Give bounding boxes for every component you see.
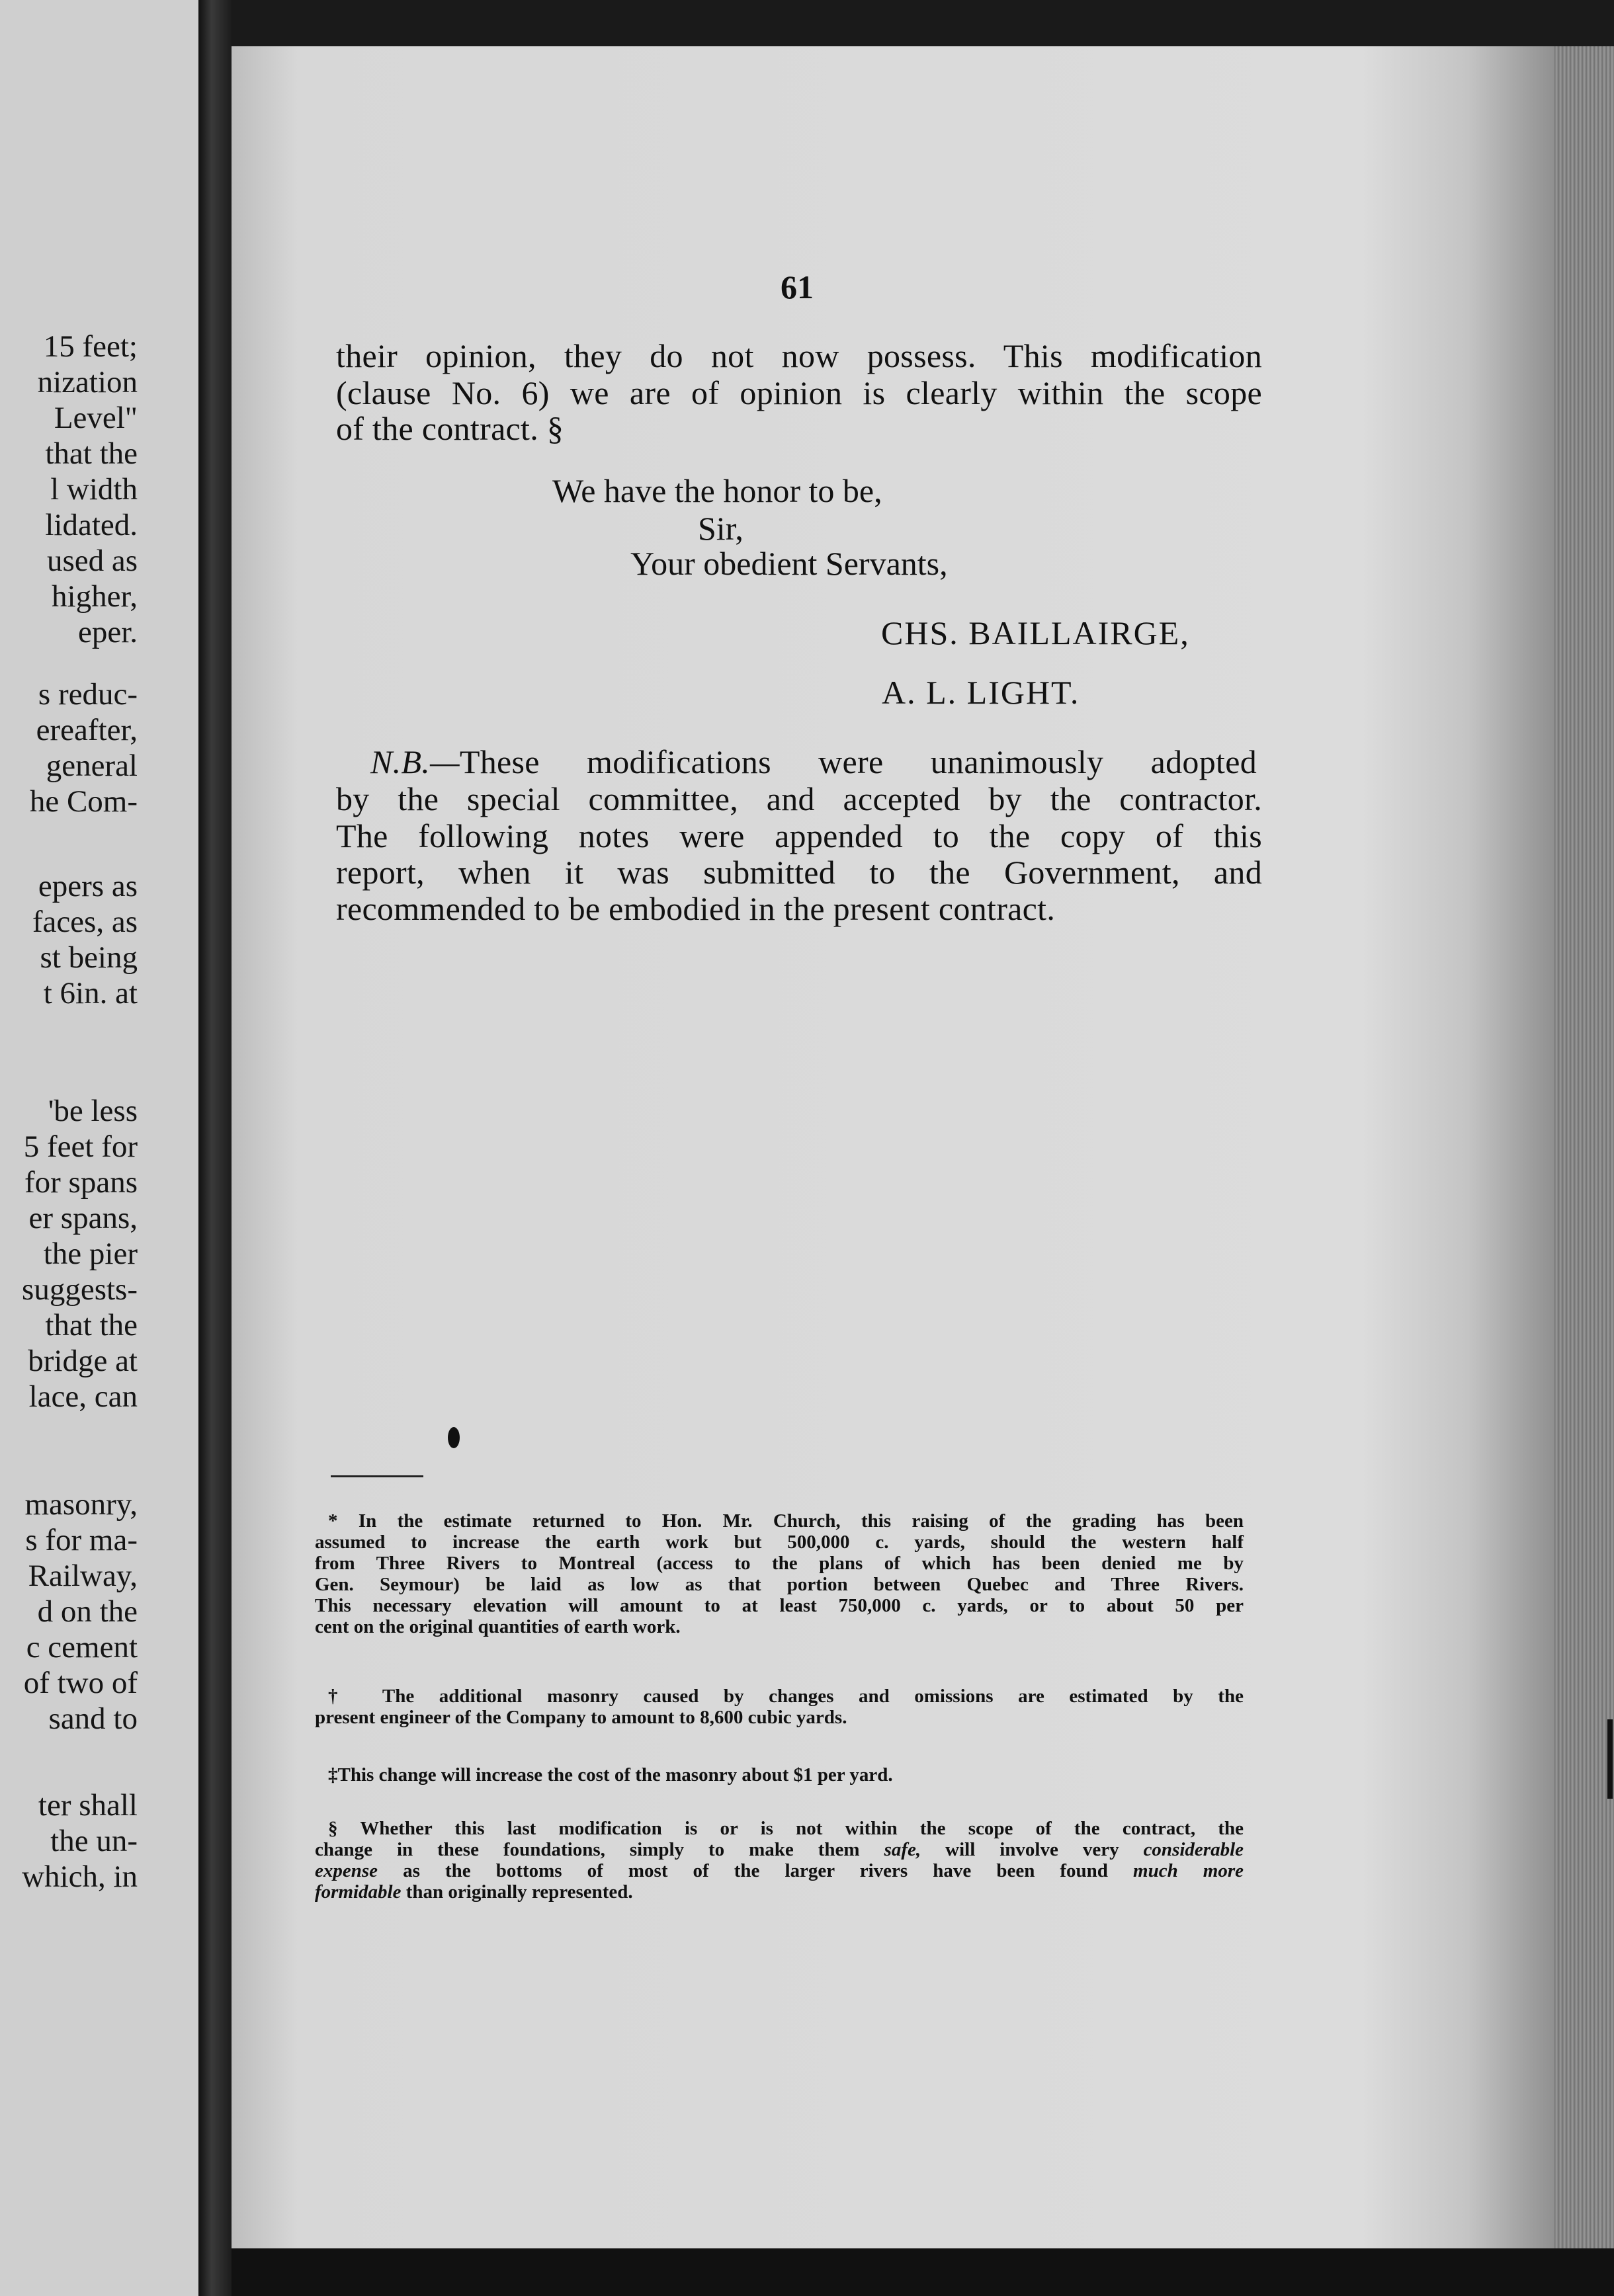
body-text-line: of the contract. § [336,410,564,447]
left-page-line: used as [46,544,138,578]
footnote-section-italic: formidable [315,1881,402,1903]
footnote-section-line: § Whether this last modification is or is not within the scope of the contract, the [328,1818,1244,1839]
left-page-line: masonry, [24,1487,138,1522]
left-page-line: s for ma- [25,1523,138,1557]
left-page-line: the un- [50,1824,138,1858]
footnote-dagger-line: † The additional masonry caused by changes and omissions are estimated by the [328,1686,1244,1707]
footnote-section-italic: expense [315,1860,378,1881]
left-page-line: faces, as [32,905,138,939]
footnote-section-text: will involve very [921,1839,1119,1860]
footnote-star-line: This necessary elevation will amount to at least 750,000 c. yards, or to about 50 per [315,1595,1244,1616]
left-page-line: lace, can [28,1379,138,1414]
footnote-section-line [315,1882,1244,1903]
nb-line: by the special committee, and accepted by the contractor. [336,780,1262,817]
left-page-line: epers as [38,869,138,903]
footnote-section-line [315,1840,1244,1860]
closing-servants: Your obedient Servants, [630,545,948,582]
footnote-rule [331,1475,423,1477]
left-page-line: that the [45,1308,138,1342]
footnote-section-text: than originally represented. [401,1881,633,1903]
left-page-line: 15 feet; [43,329,138,364]
footnote-double-dagger: ‡This change will increase the cost of the masonry about $1 per yard. [328,1764,893,1785]
footnote-section-italic: safe, [884,1839,921,1860]
left-page-line: of two of [23,1666,138,1700]
footnote-section-text: as the bottoms of most of the larger rivers have been found [378,1860,1108,1881]
nb-line: recommended to be embodied in the present contract. [336,890,1056,927]
left-page-line: s reduc- [38,677,138,712]
body-text-line: their opinion, they do not now possess. This modification [336,337,1262,374]
left-page-line: st being [40,940,138,975]
left-page-line: lidated. [45,508,138,542]
footnote-section-italic: much more [1133,1860,1244,1881]
footnote-dagger-line: present engineer of the Company to amount to 8,600 cubic yards. [315,1707,847,1728]
left-page-line: the pier [43,1237,138,1271]
left-page-line: l width [50,472,138,507]
scan-border [232,2248,1614,2296]
footnote-section-line [315,1861,1244,1881]
body-text-line: (clause No. 6) we are of opinion is clearly within the scope [336,374,1262,411]
left-page-line: Level" [54,401,138,435]
left-page-line: er spans, [28,1201,138,1235]
left-page-line: bridge at [28,1344,138,1378]
signer-baillairge: CHS. BAILLAIRGE, [881,614,1190,651]
left-page-line: for spans [24,1165,138,1200]
page-number: 61 [781,268,814,306]
left-page-line: ter shall [38,1788,138,1823]
footnote-star-line: assumed to increase the earth work but 500,000 c. yards, should the western half [315,1532,1244,1553]
footnote-section-text: change in these foundations, simply to make them [315,1839,860,1860]
left-page-line: general [46,749,138,783]
footnote-star-line: cent on the original quantities of earth work. [315,1616,681,1637]
signer-light: A. L. LIGHT. [882,674,1080,711]
left-page-line: nization [37,365,138,399]
left-page-line: c cement [26,1630,138,1664]
ink-blot [448,1427,460,1448]
left-facing-page [0,0,198,2296]
nb-label: N.B.— [370,743,460,780]
footnote-star-line: * In the estimate returned to Hon. Mr. Church, this raising of the grading has been [328,1510,1244,1532]
left-page-line: 5 feet for [23,1129,138,1164]
footnote-star-line: Gen. Seymour) be laid as low as that portion between Quebec and Three Rivers. [315,1574,1244,1595]
book-gutter [198,0,232,2296]
left-page-line: 'be less [48,1094,138,1128]
left-page-line: d on the [37,1594,138,1629]
nb-line: The following notes were appended to the copy of this [336,817,1262,854]
left-page-line: that the [45,436,138,471]
left-page-line: eper. [77,615,138,649]
left-page-line: higher, [52,579,138,614]
left-page-line: he Com- [29,784,138,819]
closing-salutation: We have the honor to be, [552,472,882,509]
scan-mark [1607,1719,1613,1799]
left-page-line: t 6in. at [43,976,138,1010]
closing-sir: Sir, [698,510,743,547]
left-page-line: suggests- [22,1272,138,1307]
left-page-line: Railway, [28,1559,138,1593]
footnote-star-line: from Three Rivers to Montreal (access to the plans of which has been denied me by [315,1553,1244,1574]
nb-text: These modifications were unanimously adopted [459,743,1257,780]
left-page-line: which, in [22,1860,138,1894]
page-edge [1554,46,1614,2285]
nb-line: report, when it was submitted to the Government, and [336,854,1262,891]
left-page-line: sand to [48,1702,138,1736]
left-page-line: ereafter, [36,713,138,747]
nb-line [370,743,1257,780]
footnote-section-italic: considerable [1143,1839,1244,1860]
